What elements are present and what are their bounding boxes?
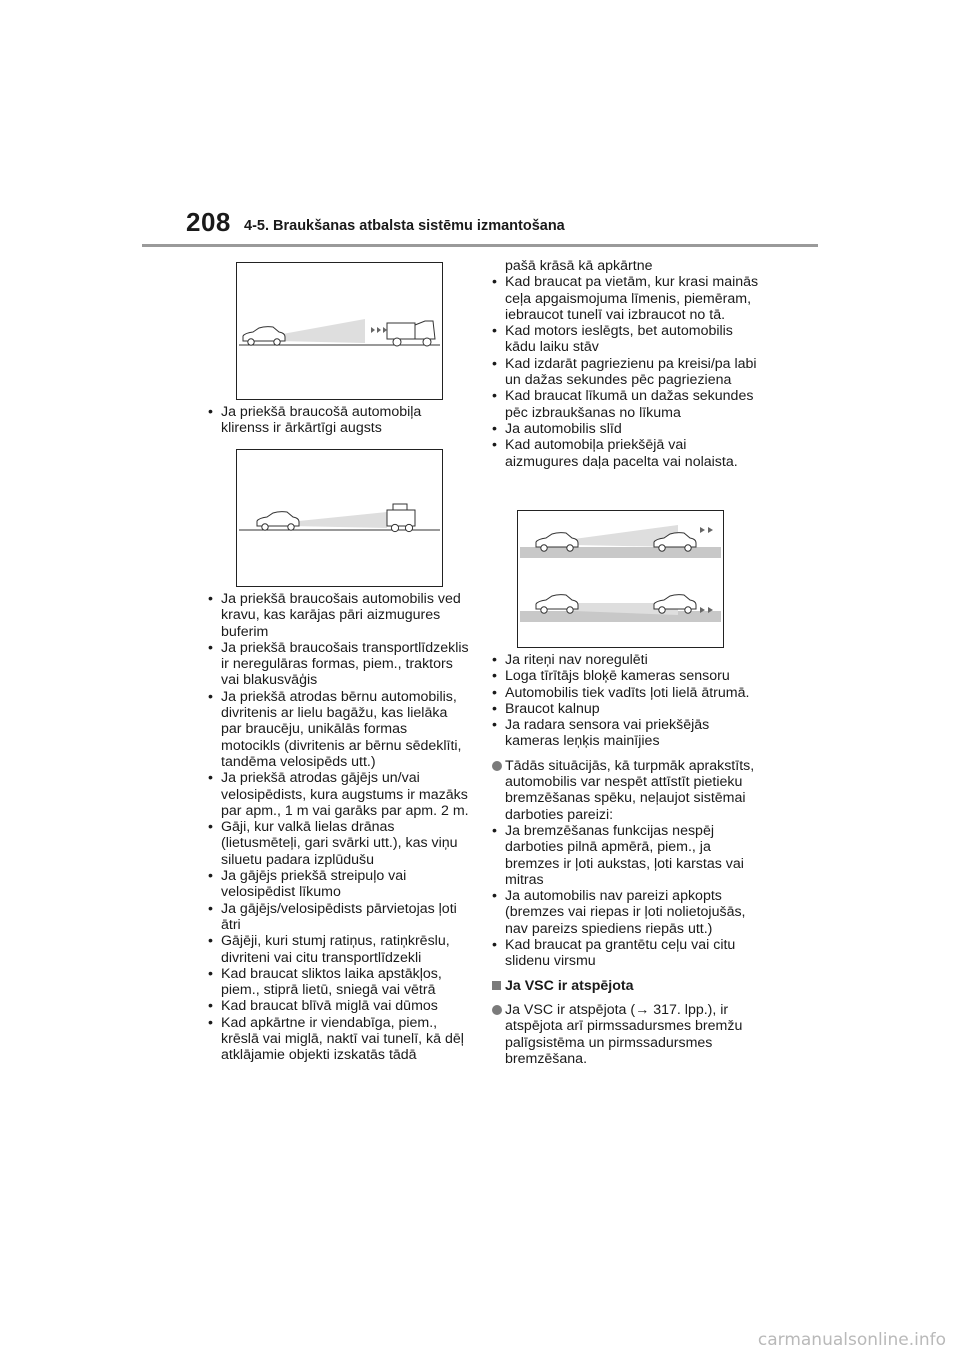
illustration-truck-high-clearance: [236, 262, 443, 400]
list-item: • Ja bremzēšanas funkcijas nespēj darboties pilnā apmērā, piem., ja bremzes ir ļoti aukstas, ļoti karstas vai mitras: [492, 823, 762, 888]
list-item: • Ja priekšā braucošais automobilis ved kravu, kas karājas pāri aizmugures buferim: [208, 591, 470, 640]
header-rule: [142, 244, 818, 247]
circle-bullet-icon: [492, 761, 502, 771]
page-number: 208: [186, 207, 231, 237]
list-item: • Ja gājējs/velosipēdists pārvietojas ļoti ātri: [208, 901, 470, 934]
circle-bullet-icon: [492, 1005, 502, 1015]
list-item: • Kad braucat pa vietām, kur krasi mainās ceļa apgaismojuma līmenis, piemēram, iebraucot tunelī vai izbraucot no tā.: [492, 274, 762, 323]
illustration-vehicle-pitch-change: [517, 510, 724, 648]
list-item: • Kad braucat sliktos laika apstākļos, piem., stiprā lietū, sniegā vai vētrā: [208, 966, 470, 999]
note-text: Ja VSC ir atspējota (→ 317. lpp.), ir atspējota arī pirmssadursmes bremžu palīgsistēma un pirmssadursmes bremzēšana.: [505, 1001, 743, 1067]
list-item: • Kad automobiļa priekšējā vai aizmugures daļa pacelta vai nolaista.: [492, 437, 762, 470]
list-item: • Ja riteņi nav noregulēti: [492, 652, 762, 668]
list-item: • Kad braucat pa grantētu ceļu vai citu slidenu virsmu: [492, 937, 762, 970]
list-unusual-targets: [208, 591, 470, 1064]
list-braking-conditions: [492, 823, 762, 970]
list-item: • Ja priekšā atrodas bērnu automobilis, divritenis ar lielu bagāžu, kas lielāka par braucēju, unikālās formas motocikls (divritenis ar bērnu sēdeklīti, tandēma velosipēds utt.): [208, 689, 470, 770]
list-item: • Automobilis tiek vadīts ļoti lielā ātrumā.: [492, 685, 762, 701]
section-title: 4-5. Braukšanas atbalsta sistēmu izmantošana: [244, 218, 565, 234]
subheading-vsc-disabled: [492, 978, 762, 994]
list-item: • Kad braucat līkumā un dažas sekundes pēc izbraukšanas no līkuma: [492, 388, 762, 421]
list-item: • Ja priekšā atrodas gājējs un/vai velosipēdists, kura augstums ir mazāks par apm., 1 m vai garāks par apm. 2 m.: [208, 770, 470, 819]
list-item: • Ja priekšā braucošā automobiļa klirenss ir ārkārtīgi augsts: [208, 404, 470, 437]
list-sensor-conditions: [492, 652, 762, 750]
right-column-content-lower: [492, 652, 762, 1067]
square-bullet-icon: [492, 981, 501, 990]
list-item: • Gājēji, kuri stumj ratiņus, ratiņkrēslu, divriteni vai citu transportlīdzekli: [208, 933, 470, 966]
list-item: • Loga tīrītājs bloķē kameras sensoru: [492, 668, 762, 684]
list-item: • Ja automobilis slīd: [492, 421, 762, 437]
list-item: • Kad apkārtne ir viendabīga, piem., krēslā vai miglā, naktī vai tunelī, kā dēļ atklājamie objekti izskatās tādā: [208, 1015, 470, 1064]
list-item: • Ja automobilis nav pareizi apkopts (bremzes vai riepas ir ļoti nolietojušās, nav pareizs spiediens riepās utt.): [492, 888, 762, 937]
list-lighting-and-driving-conditions: [492, 274, 762, 470]
list-item: • Kad motors ieslēgts, bet automobilis kādu laiku stāv: [492, 323, 762, 356]
list-item: • Ja priekšā braucošais transportlīdzeklis ir neregulāras formas, piem., traktors vai blakusvāģis: [208, 640, 470, 689]
list-item: • Kad braucat blīvā miglā vai dūmos: [208, 998, 470, 1014]
note-text: Tādās situācijās, kā turpmāk aprakstīts, automobilis var nespēt attīstīt pietieku bremzēšanas spēku, neļaujot sistēmai darboties pareizi:: [505, 757, 755, 823]
note-braking-force: [492, 758, 762, 823]
list-item: • Gāji, kur valkā lielas drānas (lietusmēteļi, gari svārki utt.), kas viņu siluetu padara izplūdušu: [208, 819, 470, 868]
list-item: • Braucot kalnup: [492, 701, 762, 717]
right-column-content: [492, 258, 762, 470]
list-vehicle-high-clearance: [208, 404, 470, 437]
continuation-text: pašā krāsā kā apkārtne: [505, 258, 653, 274]
subheading-text: Ja VSC ir atspējota: [505, 977, 634, 994]
illustration-vehicle-with-overhanging-load: [236, 449, 443, 587]
note-vsc-disabled: [492, 1002, 762, 1067]
watermark: carmanualsonline.info: [757, 1330, 946, 1350]
list-item: • Ja radara sensora vai priekšējās kameras leņķis mainījies: [492, 717, 762, 750]
list-item: • Ja gājējs priekšā streipuļo vai velosipēdist līkumo: [208, 868, 470, 901]
list-item: • Kad izdarāt pagriezienu pa kreisi/pa labi un dažas sekundes pēc pagrieziena: [492, 356, 762, 389]
